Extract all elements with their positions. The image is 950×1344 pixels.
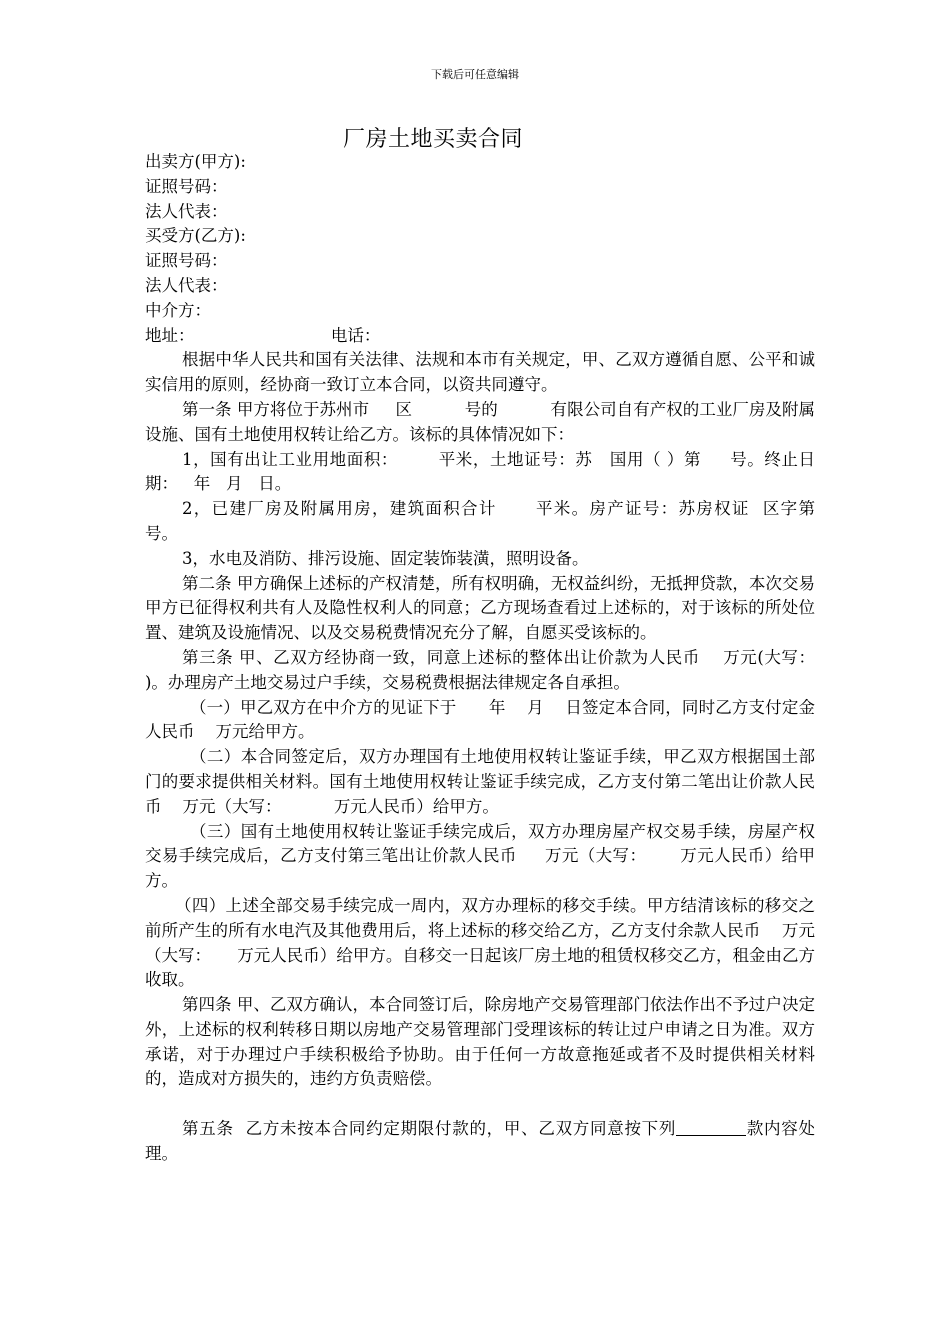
article-2: 第二条 甲方确保上述标的产权清楚，所有权明确，无权益纠纷，无抵押贷款，本次交易甲方已征得权利共有人及隐性权利人的同意；乙方现场查看过上述标的，对于该标的所处位置、建筑及设施情况、以及交易税费情况充分了解，自愿买受该标的。 [145, 573, 815, 643]
article-4: 第四条 甲、乙双方确认，本合同签订后，除房地产交易管理部门依法作出不予过户决定外，上述标的权利转移日期以房地产交易管理部门受理该标的转让过户申请之日为准。双方承诺，对于办理过户手续积极给予协助。由于任何一方故意拖延或者不及时提供相关材料的，造成对方损失的，违约方负责赔偿。 [145, 995, 815, 1089]
party-buyer: 买受方(乙方): [145, 226, 246, 246]
party-buyer-license: 证照号码： [145, 251, 228, 271]
article-3: 第三条 甲、乙双方经协商一致，同意上述标的整体出让价款为人民币 万元(大写： )。办理房产土地交易过户手续，交易税费根据法律规定各自承担。 [145, 647, 868, 692]
party-seller: 出卖方(甲方): [145, 152, 246, 171]
article-1: 第一条 甲方将位于苏州市 区 号的 有限公司自有产权的工业厂房及附属设施、国有土地使用权转让给乙方。该标的具体情况如下： [145, 399, 815, 444]
party-seller-representative: 法人代表： [145, 201, 228, 221]
article-1-item-3: 3，水电及消防、排污设施、固定装饰装潢，照明设备。 [182, 548, 589, 568]
article-3-clause-4: （四）上述全部交易手续完成一周内，双方办理标的移交手续。甲方结清该标的移交之前所产生的所有水电汽及其他费用后，将上述标的移交给乙方，乙方支付余款人民币 万元（大写： 万元人民币）给甲方。自移交一日起该厂房土地的租赁权移交乙方，租金由乙方收取。 [145, 895, 815, 990]
header-note: 下载后可任意编辑 [431, 68, 519, 81]
intro-paragraph: 根据中华人民共和国有关法律、法规和本市有关规定，甲、乙双方遵循自愿、公平和诚实信用的原则，经协商一致订立本合同，以资共同遵守。 [145, 350, 815, 395]
blank-line [145, 1092, 815, 1117]
party-buyer-representative: 法人代表： [145, 275, 228, 295]
article-1-item-1: 1，国有出让工业用地面积： 平米，土地证号：苏 国用（ ）第 号。终止日期： 年 月 日。 [145, 449, 815, 494]
article-5-text-end: 款内容处理。 [145, 1119, 815, 1163]
party-seller-license: 证照号码： [145, 176, 228, 196]
article-3-clause-1: （一）甲乙双方在中介方的见证下于 年 月 日签定本合同，同时乙方支付定金人民币 万元给甲方。 [145, 697, 815, 742]
article-3-clause-2: （二）本合同签定后，双方办理国有土地使用权转让鉴证手续，甲乙双方根据国土部门的要求提供相关材料。国有土地使用权转让鉴证手续完成，乙方支付第二笔出让价款人民币 万元（大写： 万元人民币）给甲方。 [145, 747, 815, 816]
contract-body [145, 150, 868, 1167]
address-phone-line: 地址： 电话： [145, 325, 381, 345]
document-title: 厂房土地买卖合同 [342, 127, 523, 152]
article-3-clause-3: （三）国有土地使用权转让鉴证手续完成后，双方办理房屋产权交易手续，房屋产权交易手续完成后，乙方支付第三笔出让价款人民币 万元（大写： 万元人民币）给甲方。 [145, 821, 815, 891]
article-5-text: 第五条 乙方未按本合同约定期限付款的，甲、乙双方同意按下列 [182, 1119, 677, 1139]
fill-in-blank[interactable] [676, 1119, 746, 1136]
party-intermediary: 中介方： [145, 300, 211, 320]
article-1-item-2: 2，已建厂房及附属用房，建筑面积合计 平米。房产证号：苏房权证 区字第 号。 [145, 499, 847, 543]
article-5 [145, 1117, 815, 1167]
